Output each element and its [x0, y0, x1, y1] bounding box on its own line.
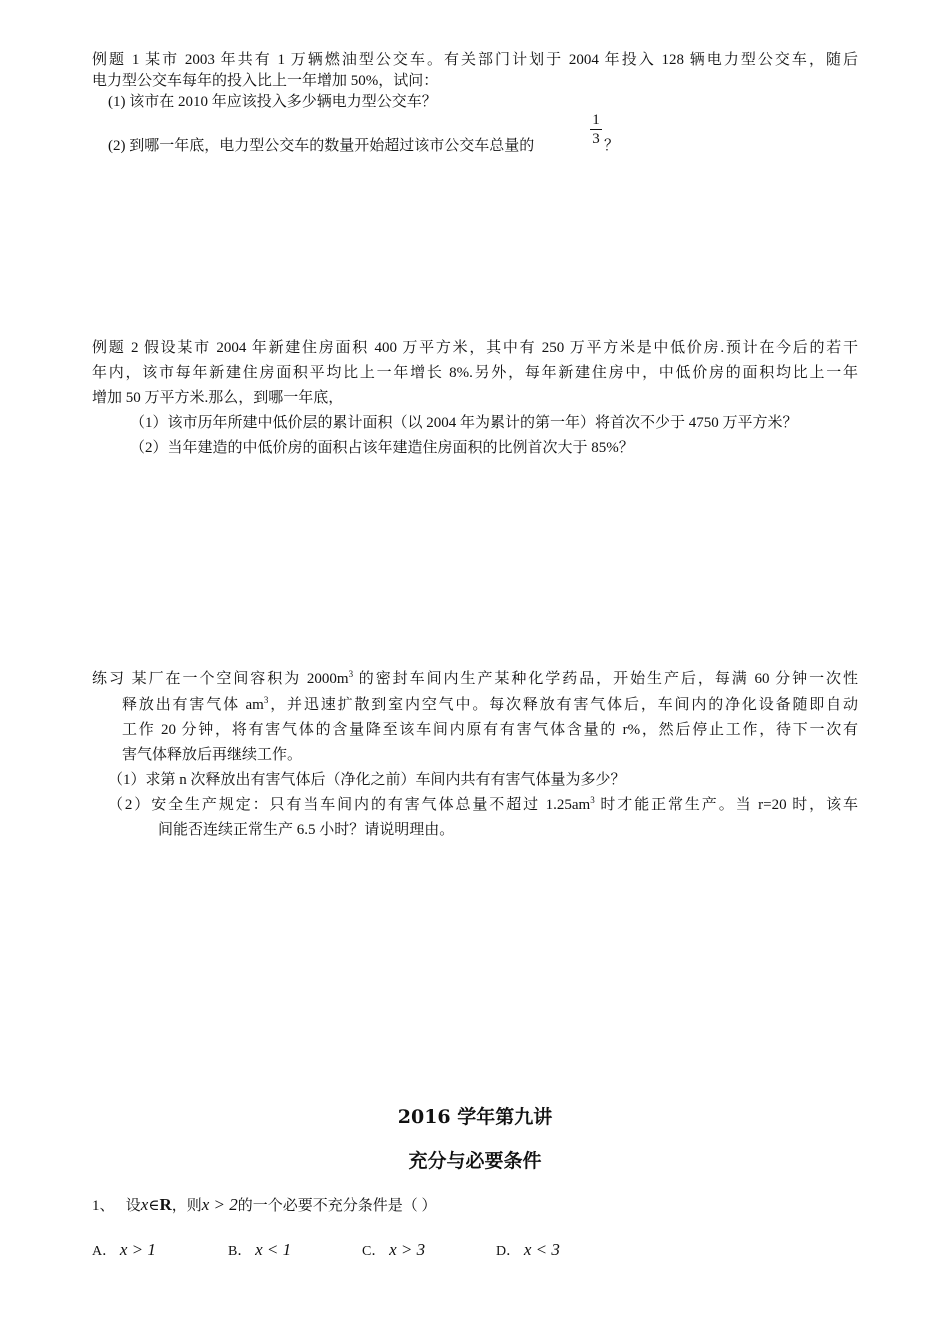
example1-question1: (1) 该市在 2010 年应该投入多少辆电力型公交车？	[108, 94, 437, 110]
option-b-label: B．	[228, 1244, 252, 1259]
option-a[interactable]	[92, 1238, 156, 1264]
lecture-title: 2016 学年第九讲	[397, 1106, 553, 1128]
example1-line2: 电力型公交车每年的投入比上一年增加 50%，试问：	[92, 73, 439, 89]
exercise-question2-sup: 3	[590, 795, 595, 805]
question1-set-r: R	[159, 1195, 172, 1214]
example2-question2: （2）当年建造的中低价房的面积占该年建造住房面积的比例首次大于 85%？	[130, 440, 634, 456]
lecture-subtitle: 充分与必要条件	[408, 1150, 542, 1172]
example2-line2: 年内，该市每年新建住房面积平均比上一年增长 8%.另外，每年新建住房中，中低价房的面积均比上一年	[92, 365, 858, 381]
exercise-line2-b: ，并迅速扩散到室内空气中。每次释放有害气体后，车间内的净化设备随即自动	[268, 697, 858, 713]
example1-question2	[108, 136, 534, 156]
option-c-expr: x > 3	[389, 1240, 426, 1259]
example2-line3: 增加 50 万平方米.那么，到哪一年底，	[92, 390, 344, 406]
question1-number: 1、	[92, 1198, 115, 1214]
exercise-line2-sup: 3	[263, 695, 269, 705]
example1-question2-end: ？	[604, 138, 620, 154]
option-a-label: A．	[92, 1244, 117, 1259]
question1-post: 的一个必要不充分条件是（ ）	[237, 1198, 437, 1214]
exercise-question1: （1）求第 n 次释放出有害气体后（净化之前）车间内共有有害气体量为多少？	[108, 772, 626, 788]
exercise-question2-b: 时才能正常生产。当 r=20 时，该车	[594, 797, 858, 813]
exercise-line2	[122, 695, 858, 715]
question1-condition: x > 2	[201, 1195, 238, 1214]
fraction-one-third	[590, 112, 602, 147]
option-d-expr: x < 3	[523, 1240, 560, 1259]
option-b[interactable]	[228, 1238, 291, 1264]
example2-line1: 例题 2 假设某市 2004 年新建住房面积 400 万平方米，其中有 250 万平方米是中低价房.预计在今后的若干	[92, 340, 858, 356]
option-d-label: D．	[496, 1244, 521, 1259]
option-d[interactable]	[496, 1238, 560, 1264]
example1-line1: 例题 1 某市 2003 年共有 1 万辆燃油型公交车。有关部门计划于 2004 年投入 128 辆电力型公交车，随后	[92, 52, 858, 68]
question1-stem	[92, 1193, 437, 1218]
example1-question2-text: (2) 到哪一年底，电力型公交车的数量开始超过该市公交车总量的	[108, 138, 535, 154]
option-a-expr: x > 1	[119, 1240, 156, 1259]
option-c[interactable]	[362, 1238, 425, 1264]
exercise-line2-a: 释放出有害气体 am	[122, 697, 264, 713]
exercise-line1-b: 的密封车间内生产某种化学药品，开始生产后，每满 60 分钟一次性	[353, 671, 858, 687]
question1-pre: 设	[125, 1198, 141, 1214]
question1-mid: ，则	[171, 1198, 202, 1214]
exercise-line1-sup: 3	[348, 669, 354, 679]
exercise-question2-a: （2）安全生产规定：只有当车间内的有害气体总量不超过 1.25am	[108, 797, 591, 813]
exercise-line1	[92, 669, 858, 689]
fraction-bar	[590, 129, 602, 130]
fraction-numerator: 1	[592, 112, 600, 128]
exercise-question2	[108, 795, 858, 815]
option-b-expr: x < 1	[255, 1240, 292, 1259]
fraction-denominator: 3	[592, 131, 600, 147]
example2-question1: （1）该市历年所建中低价层的累计面积（以 2004 年为累计的第一年）将首次不少于 4750 万平方米？	[130, 415, 798, 431]
question1-var-x: x	[140, 1195, 149, 1214]
exercise-line4: 害气体释放后再继续工作。	[122, 747, 303, 763]
exercise-question2-line2: 间能否连续正常生产 6.5 小时？请说明理由。	[158, 822, 455, 838]
exercise-line3: 工作 20 分钟，将有害气体的含量降至该车间内原有有害气体含量的 r%，然后停止工作，待下一次有	[122, 722, 858, 738]
exercise-line1-a: 练习 某厂在一个空间容积为 2000m	[92, 671, 349, 687]
question1-in-symbol: ∈	[148, 1198, 160, 1214]
option-c-label: C．	[362, 1244, 386, 1259]
